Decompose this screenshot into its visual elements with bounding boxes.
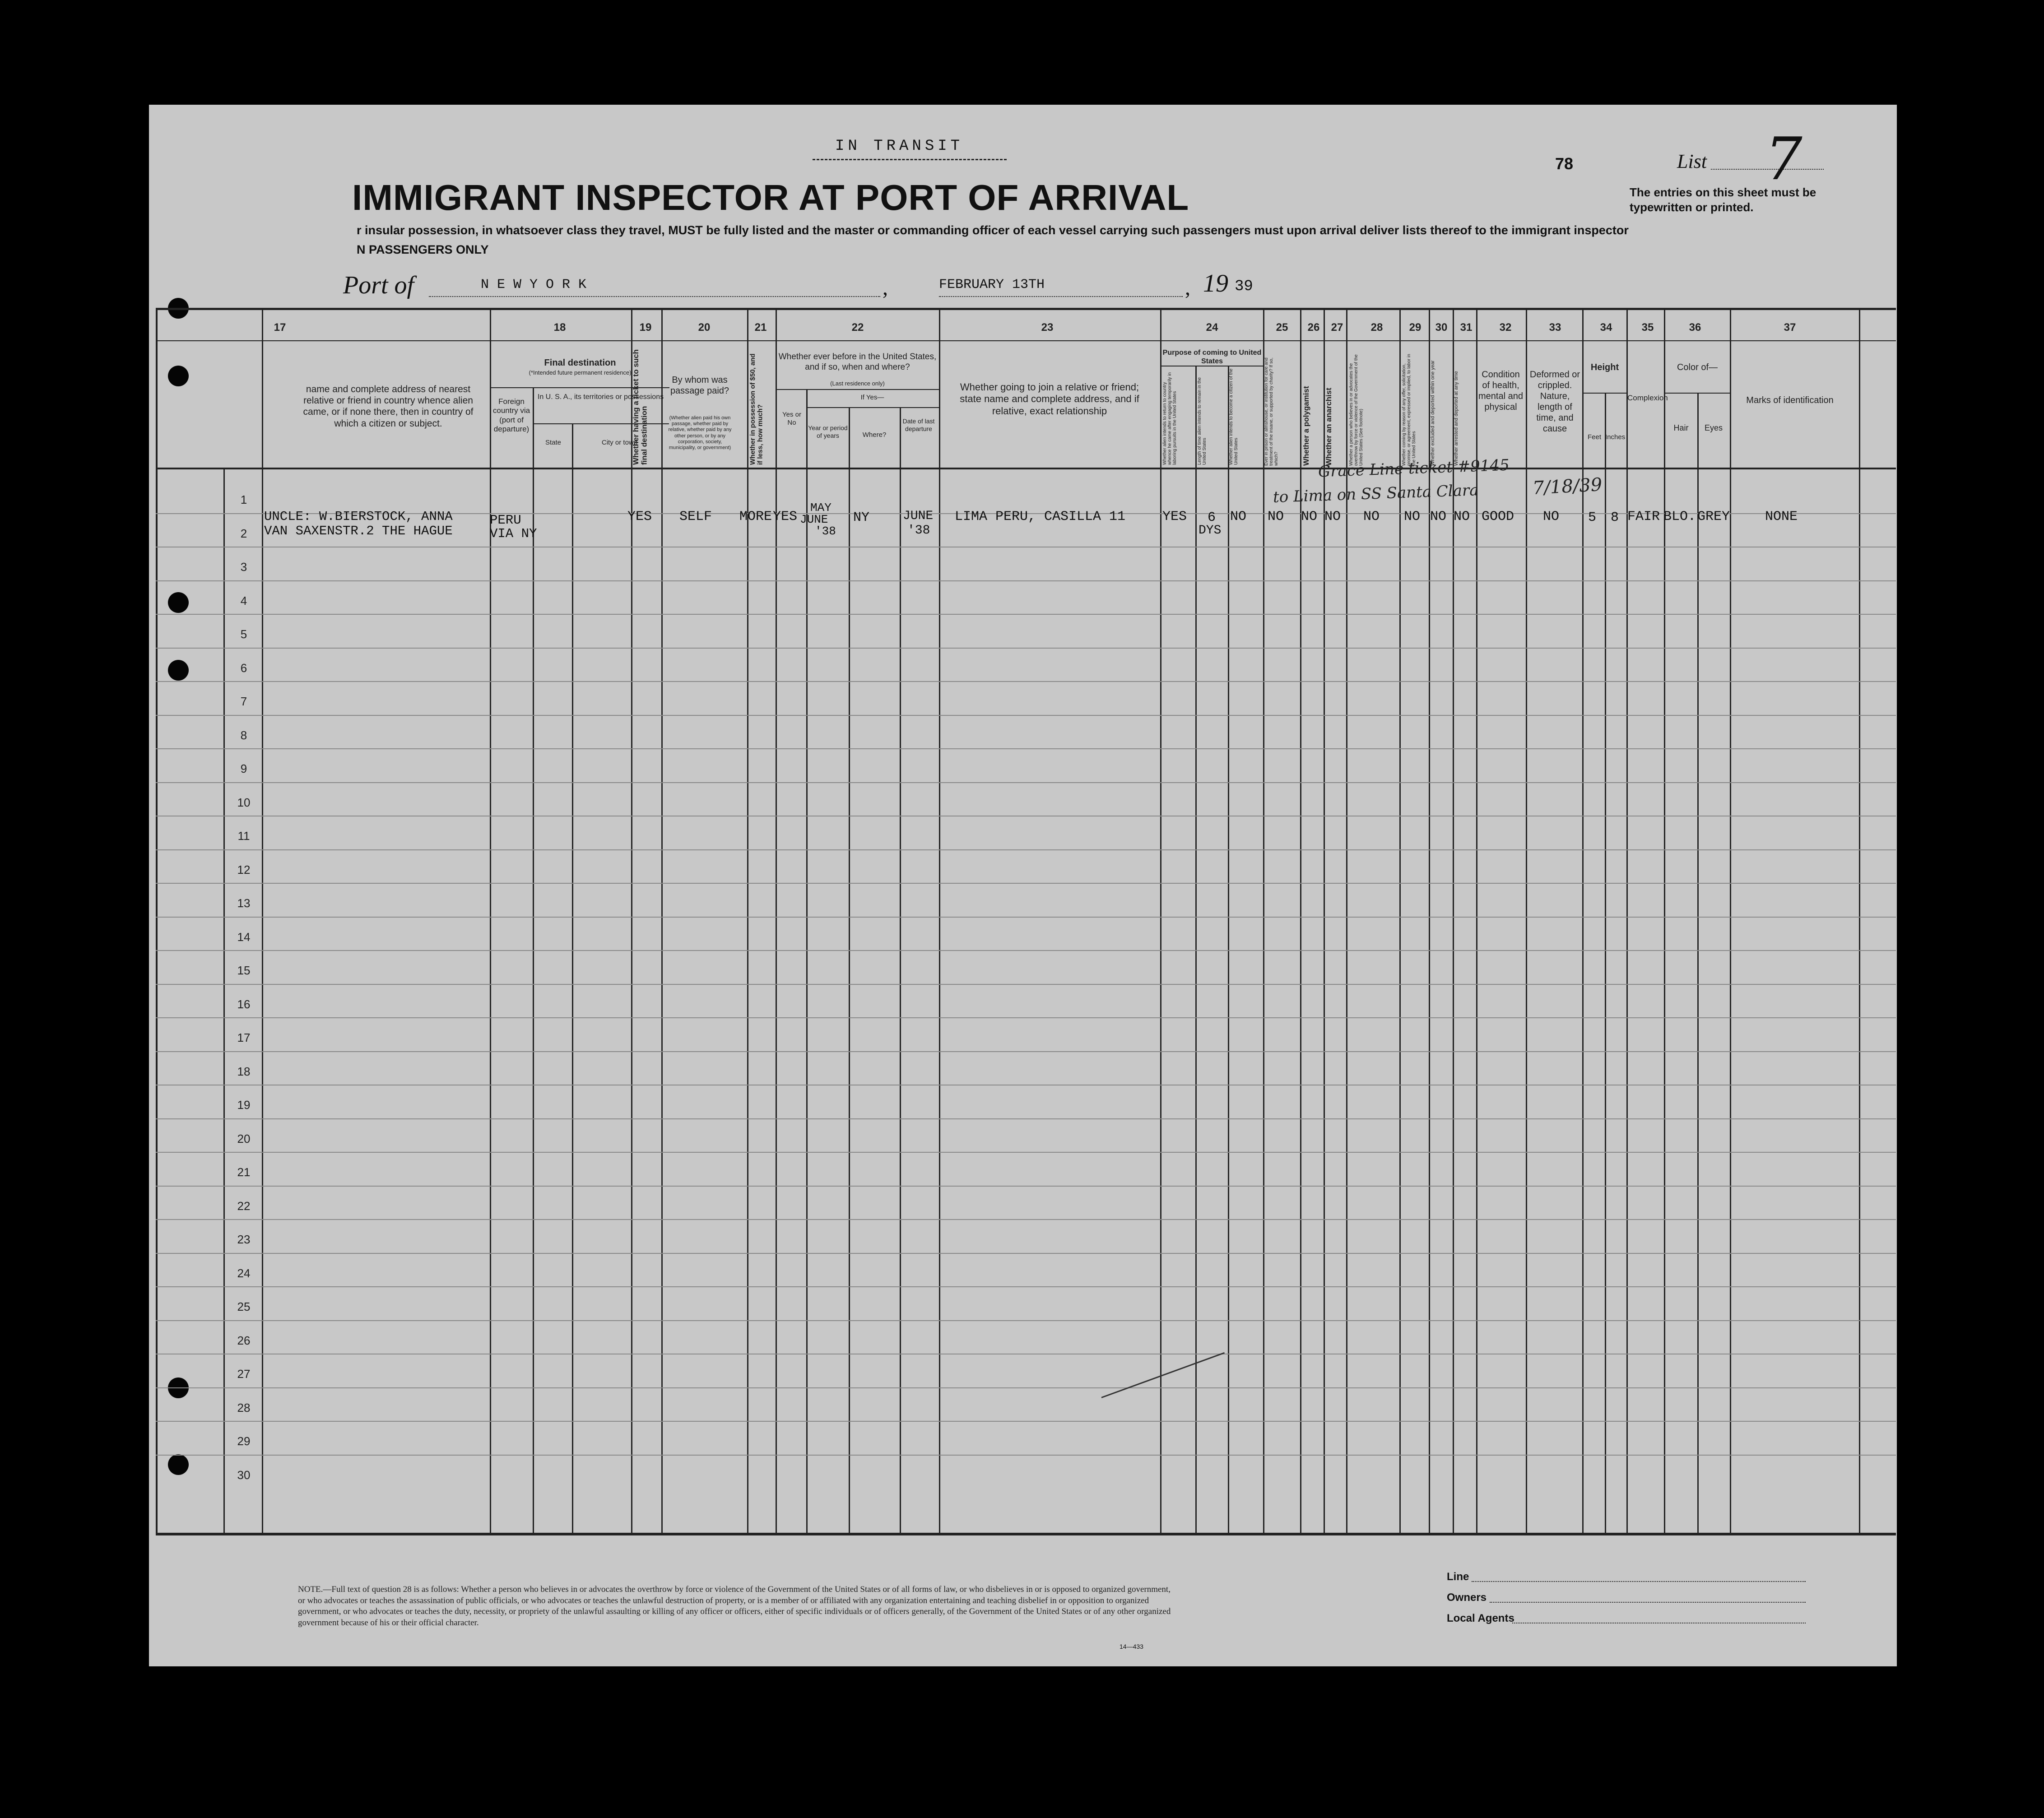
punch-hole: [168, 366, 189, 386]
col36-header: Color of—: [1677, 362, 1718, 372]
row-line: [156, 917, 1896, 918]
where-value: NY: [853, 510, 870, 525]
entries-note: The entries on this sheet must be typewritten or printed.: [1630, 186, 1816, 214]
punch-hole: [168, 592, 189, 613]
row-line: [156, 1421, 1896, 1422]
list-number: 7: [1765, 125, 1802, 193]
port-value: N E W Y O R K: [481, 277, 587, 292]
column-number: 32: [1499, 321, 1512, 334]
row-line: [156, 1152, 1896, 1153]
port-label: Port of: [343, 271, 414, 299]
in-transit-underline: [813, 159, 1007, 160]
footnote: NOTE.—Full text of question 28 is as follows: Whether a person who believes in or advocates the overthrow by force or violence of the Government of the United States or of all forms of law, or who disbelieves in or is opposed to organized government, or who advocates or teaches the assassination of public officials, or who advocates or teaches the unlawful destruction of property, or is a member of or affiliated with any organization entertaining and teaching disbelief in or opposition to organized government, or who advocates or teaches the duty, necessity, or propriety of the unlawful assaulting or killing of any officer or officers, either of specific individuals or of officers generally, of the Government of the United States or of any other organized government because of his or their official character.: [298, 1585, 1171, 1628]
row-line: [156, 1387, 1896, 1388]
departure-value-2: '38: [907, 524, 930, 538]
col18-foreign-header: Foreign country via (port of departure): [492, 397, 530, 434]
row-line: [156, 1118, 1896, 1119]
col17-header: name and complete address of nearest relative or friend in country whence alien came, or if none there, then in country of which a citizen or subject.: [303, 384, 474, 429]
row-line: [156, 1186, 1896, 1187]
col22-ifyes-divider: [806, 407, 939, 408]
row-line: [156, 1286, 1896, 1287]
port-comma: ,: [883, 276, 888, 300]
row-number: 3: [240, 560, 247, 574]
line-label: Line: [1447, 1571, 1469, 1583]
col18-header: Final destination: [544, 358, 616, 368]
row-number: 7: [240, 695, 247, 708]
row-line: [156, 580, 1896, 581]
citizen-value: NO: [1230, 509, 1247, 524]
anarchist-value: NO: [1324, 509, 1341, 524]
row-line: [156, 614, 1896, 615]
col34-header: Height: [1590, 362, 1619, 372]
passage-paid-by: SELF: [679, 509, 712, 524]
foreign-destination: PERU: [490, 513, 521, 528]
year-suffix: 39: [1235, 278, 1253, 295]
form-title: IMMIGRANT INSPECTOR AT PORT OF ARRIVAL: [352, 177, 1189, 218]
excluded-value: NO: [1430, 509, 1447, 524]
col22-year-header: Year or period of years: [808, 424, 848, 439]
col-line: [1859, 308, 1860, 1533]
form-number: 14—433: [1120, 1643, 1143, 1650]
port-underline: [429, 296, 880, 297]
row-number: 25: [237, 1300, 251, 1313]
col-line: [1605, 393, 1606, 1533]
col-line: [900, 407, 901, 1533]
row-number: 22: [237, 1199, 251, 1213]
date-value: FEBRUARY 13TH: [939, 277, 1045, 292]
hair-value: BLO.: [1663, 509, 1696, 524]
col33-header: Deformed or crippled. Nature, length of time, and cause: [1529, 370, 1580, 434]
overthrow-value: NO: [1363, 509, 1380, 524]
row-number: 20: [237, 1132, 251, 1146]
col26-header: Whether a polygamist: [1302, 386, 1310, 466]
punch-hole: [168, 660, 189, 681]
col24c-header: Whether alien intends to become a citizen of the United States: [1229, 368, 1239, 465]
row-number: 18: [237, 1064, 251, 1078]
column-number: 37: [1784, 321, 1796, 334]
deported-value: NO: [1454, 509, 1470, 524]
row-line: [156, 748, 1896, 749]
column-number: 31: [1460, 321, 1473, 334]
row-number: 15: [237, 964, 251, 977]
column-number: 35: [1641, 321, 1654, 334]
marks-value: NONE: [1765, 509, 1798, 524]
header-bottom-border: [156, 468, 1896, 469]
height-inches: 8: [1611, 510, 1619, 525]
row-number: 5: [240, 627, 247, 641]
length-value: 6: [1208, 510, 1216, 525]
row-number: 26: [237, 1333, 251, 1347]
table-top-border: [156, 308, 1896, 310]
col31-header: Whether arrested and deported at any time: [1454, 371, 1459, 466]
col18-usa-header: In U. S. A., its territories or possessions: [537, 393, 664, 401]
column-number: 20: [698, 321, 711, 334]
row-number: 30: [237, 1468, 251, 1482]
list-label: List: [1677, 150, 1707, 172]
col-line: [156, 308, 158, 1533]
col-line: [572, 423, 573, 1533]
col22-date-header: Date of last departure: [902, 417, 935, 432]
prison-value: NO: [1268, 509, 1284, 524]
col36-eyes-header: Eyes: [1704, 423, 1723, 432]
col-line: [631, 308, 632, 1533]
local-agents-label: Local Agents: [1447, 1612, 1514, 1624]
row-line: [156, 950, 1896, 951]
column-number: 22: [851, 321, 864, 334]
row-line: [156, 849, 1896, 850]
manifest-sheet: [149, 105, 1897, 1666]
row-line: [156, 715, 1896, 716]
col-line: [806, 389, 808, 1533]
height-feet: 5: [1588, 510, 1597, 525]
row-number: 14: [237, 930, 251, 944]
col36-hair-header: Hair: [1673, 423, 1689, 432]
column-number: 19: [639, 321, 652, 334]
form-subtitle-2: N PASSENGERS ONLY: [357, 243, 489, 256]
col-line: [776, 308, 777, 1533]
column-number: 18: [553, 321, 566, 334]
row-number: 8: [240, 728, 247, 742]
years-value-3: '38: [815, 524, 836, 538]
handwritten-annotation-2: to Lima on SS Santa Clara: [1273, 481, 1479, 506]
departure-value: JUNE: [903, 509, 934, 523]
handwritten-date: 7/18/39: [1532, 474, 1603, 499]
col-line: [1526, 308, 1527, 1533]
col36-divider: [1664, 393, 1730, 394]
row-line: [156, 648, 1896, 649]
years-value-2: JUNE: [800, 513, 828, 526]
col32-header: Condition of health, mental and physical: [1478, 370, 1523, 412]
row-number: 27: [237, 1367, 251, 1381]
row-number: 2: [240, 526, 247, 540]
col22-header: Whether ever before in the United States, and if so, when and where?: [778, 352, 937, 372]
col37-header: Marks of identification: [1746, 395, 1834, 405]
joining-value: LIMA PERU, CASILLA 11: [955, 509, 1126, 524]
column-number: 23: [1041, 321, 1054, 334]
col-line: [262, 308, 263, 1533]
col22-where-header: Where?: [862, 431, 887, 439]
column-number: 26: [1307, 321, 1320, 334]
row-number: 23: [237, 1233, 251, 1246]
health-value: GOOD: [1482, 509, 1514, 524]
row-number: 6: [240, 661, 247, 675]
column-number: 21: [754, 321, 767, 334]
row-line: [156, 1455, 1896, 1456]
col24a-header: Whether alien intends to return to country whence he came after engaging temporarily in laboring pursuits in the United States: [1162, 372, 1177, 465]
row-number: 24: [237, 1266, 251, 1280]
foreign-destination-2: VIA NY: [490, 526, 537, 541]
column-number: 34: [1600, 321, 1612, 334]
col-line: [1228, 366, 1229, 1533]
column-number: 17: [274, 321, 286, 334]
col28-header: Whether a person who believes in or advocates the overthrow by force or violence of the Government of the United States (See footnote): [1349, 354, 1364, 466]
row-line: [156, 984, 1896, 985]
col18-subheader: (*Intended future permanent residence): [529, 369, 632, 376]
row-number: 16: [237, 997, 251, 1011]
col22-ifyes-header: If Yes—: [860, 394, 884, 401]
col-line: [1263, 308, 1264, 1533]
polygamist-value: NO: [1301, 509, 1318, 524]
col19-header: Whether having a ticket to such final destination: [632, 349, 649, 465]
col34-inches-header: Inches: [1605, 433, 1626, 441]
col18-usa-divider: [533, 423, 669, 424]
col-line: [223, 468, 225, 1533]
col-line: [1160, 308, 1161, 1533]
row-number: 13: [237, 896, 251, 910]
table-bottom-border: [156, 1533, 1896, 1535]
row-line: [156, 883, 1896, 884]
col-line: [1195, 366, 1197, 1533]
col22-divider: [776, 389, 939, 390]
row-number: 10: [237, 795, 251, 809]
row-line: [156, 1253, 1896, 1254]
before-in-us: YES: [773, 509, 798, 524]
col20-header: By whom was passage paid?: [670, 375, 729, 396]
column-number: 33: [1549, 321, 1561, 334]
row-number: 9: [240, 762, 247, 775]
column-number: 36: [1689, 321, 1701, 334]
column-number: 25: [1276, 321, 1288, 334]
col18-divider: [490, 387, 669, 388]
col-line: [1730, 308, 1731, 1533]
owners-underline: [1490, 1602, 1806, 1603]
date-comma: ,: [1185, 276, 1190, 300]
row-number: 17: [237, 1031, 251, 1044]
col-line: [1664, 308, 1665, 1533]
col-line: [490, 308, 491, 1533]
column-number: 30: [1435, 321, 1448, 334]
col34-divider: [1582, 393, 1626, 394]
length-value-2: DYS: [1199, 524, 1222, 538]
col-line: [661, 308, 663, 1533]
ticket-value: YES: [627, 509, 652, 524]
header-divider: [156, 340, 1896, 341]
col-line: [533, 387, 534, 1533]
deformed-value: NO: [1543, 509, 1560, 524]
col-line: [1697, 393, 1699, 1533]
col35-header: Complexion: [1627, 394, 1668, 402]
col21-header: Whether in possession of $50, and if less, how much?: [749, 353, 764, 465]
col27-header: Whether an anarchist: [1324, 388, 1333, 466]
col-line: [747, 308, 748, 1533]
stamp-number: 78: [1555, 154, 1574, 173]
row-number: 4: [240, 594, 247, 608]
complexion-value: FAIR: [1627, 509, 1660, 524]
years-value: MAY: [810, 501, 832, 515]
column-number: 27: [1331, 321, 1343, 334]
col22-subheader: (Last residence only): [830, 380, 885, 387]
row-number: 11: [237, 829, 250, 843]
col24-header: Purpose of coming to United States: [1162, 349, 1262, 366]
col30-header: Whether excluded and deported within one year: [1430, 360, 1435, 466]
col22-yesno-header: Yes or No: [782, 411, 801, 427]
row-number: 12: [237, 863, 251, 877]
relative-address-2: VAN SAXENSTR.2 THE HAGUE: [264, 524, 453, 538]
money-value: MORE: [739, 509, 772, 524]
purpose-value: YES: [1162, 509, 1187, 524]
col34-feet-header: Feet: [1587, 433, 1601, 441]
relative-address: UNCLE: W.BIERSTOCK, ANNA: [264, 509, 453, 524]
row-line: [156, 1017, 1896, 1018]
col-line: [1626, 308, 1628, 1533]
col29-header: Whether coming by reason of any offer, solicitation, promise, or agreement, expressed or implied, to labor in the United States: [1402, 354, 1417, 466]
row-number: 29: [237, 1434, 251, 1448]
col20-subheader: (Whether alien paid his own passage, whether paid by relative, whether paid by any other person, or by any corporation, society, municipality, or government): [668, 415, 732, 450]
col-line: [849, 407, 850, 1533]
year-prefix: 19: [1203, 269, 1228, 297]
punch-hole: [168, 1454, 189, 1475]
row-number: 19: [237, 1098, 251, 1112]
col-line: [939, 308, 940, 1533]
line-underline: [1472, 1581, 1806, 1582]
column-number: 29: [1409, 321, 1422, 334]
row-line: [156, 1219, 1896, 1220]
row-number: 28: [237, 1401, 251, 1415]
col24b-header: Length of time alien intends to remain in the United States: [1197, 377, 1207, 465]
col18-state-header: State: [545, 439, 562, 446]
row-number: 21: [237, 1165, 251, 1179]
row-number: 1: [240, 493, 247, 506]
form-subtitle: r insular possession, in whatsoever class they travel, MUST be fully listed and the master or commanding officer of each vessel carrying such passengers must upon arrival deliver lists thereof to the immigrant inspector: [357, 223, 1629, 237]
handwritten-annotation: Grace Line ticket #9145: [1318, 456, 1510, 481]
col25-header: Ever in prison or almshouse, or institution for care and treatment of the insane, or supported by charity? If so, which?: [1264, 357, 1279, 466]
column-number: 24: [1206, 321, 1218, 334]
eyes-value: GREY: [1697, 509, 1730, 524]
labor-value: NO: [1404, 509, 1421, 524]
in-transit-label: IN TRANSIT: [835, 138, 964, 155]
owners-label: Owners: [1447, 1591, 1487, 1604]
row-line: [156, 1051, 1896, 1052]
row-line: [156, 1320, 1896, 1321]
column-number: 28: [1370, 321, 1383, 334]
col23-header: Whether going to join a relative or friend; state name and complete address, and if relative, exact relationship: [960, 381, 1139, 417]
row-line: [156, 681, 1896, 682]
col18-city-header: City or town: [601, 439, 638, 446]
date-underline: [939, 296, 1183, 297]
row-line: [156, 782, 1896, 783]
